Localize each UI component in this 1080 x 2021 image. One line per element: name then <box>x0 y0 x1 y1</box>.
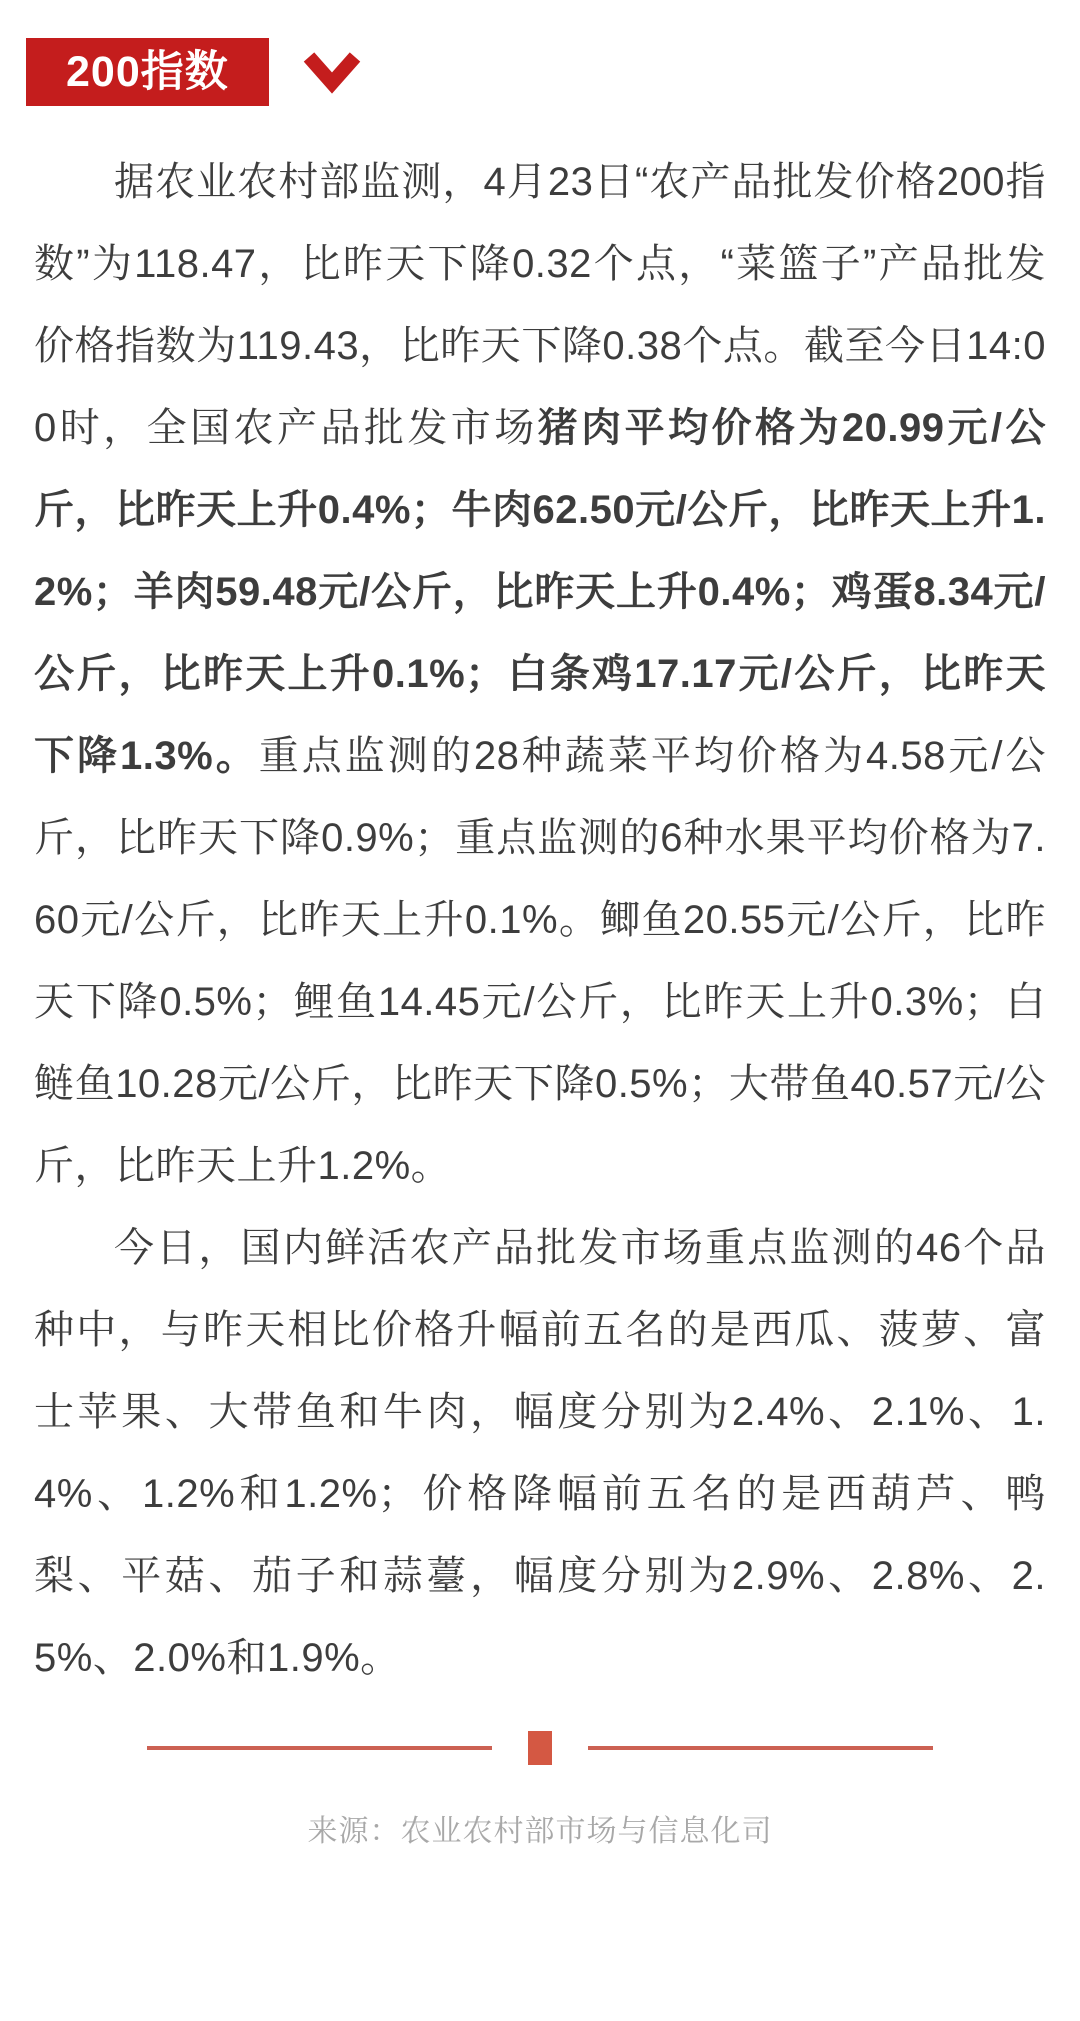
paragraph-prices-lead: 据农业农村部监测，4月23日“农产品批发价格200指数”为118.47，比昨天下降0.32个点，“菜篮子”产品批发价格指数为119.43，比昨天下降0.38个点。截至今日14:00时，全国农产品批发市场 <box>34 160 1046 450</box>
paragraph-prices-tail: 重点监测的28种蔬菜平均价格为4.58元/公斤，比昨天下降0.9%；重点监测的6种水果平均价格为7.60元/公斤，比昨天上升0.1%。鲫鱼20.55元/公斤，比昨天下降0.5%；鲤鱼14.45元/公斤，比昨天上升0.3%；白鲢鱼10.28元/公斤，比昨天下降0.5%；大带鱼40.57元/公斤，比昨天上升1.2%。 <box>34 734 1046 1188</box>
chevron-down-icon <box>303 50 361 94</box>
index-badge-label: 200指数 <box>66 48 229 96</box>
section-header <box>26 38 1080 106</box>
article-page <box>0 38 1080 2021</box>
source-label: 来源：农业农村部市场与信息化司 <box>307 1815 773 1848</box>
paragraph-rankings <box>34 1207 1046 1699</box>
paragraph-prices <box>34 141 1046 1207</box>
article-body <box>34 141 1046 1699</box>
index-badge <box>26 38 269 106</box>
divider-square <box>528 1731 552 1765</box>
divider-line-left <box>147 1746 492 1750</box>
divider-line-right <box>588 1746 933 1750</box>
section-divider <box>0 1731 1080 1765</box>
paragraph-prices-highlight: 猪肉平均价格为20.99元/公斤，比昨天上升0.4%；牛肉62.50元/公斤，比昨天上升1.2%；羊肉59.48元/公斤，比昨天上升0.4%；鸡蛋8.34元/公斤，比昨天上升0.1%；白条鸡17.17元/公斤，比昨天下降1.3%。 <box>34 406 1046 778</box>
source-footer <box>0 1811 1080 1853</box>
paragraph-rankings-text: 今日，国内鲜活农产品批发市场重点监测的46个品种中，与昨天相比价格升幅前五名的是西瓜、菠萝、富士苹果、大带鱼和牛肉，幅度分别为2.4%、2.1%、1.4%、1.2%和1.2%；价格降幅前五名的是西葫芦、鸭梨、平菇、茄子和蒜薹，幅度分别为2.9%、2.8%、2.5%、2.0%和1.9%。 <box>34 1226 1046 1680</box>
